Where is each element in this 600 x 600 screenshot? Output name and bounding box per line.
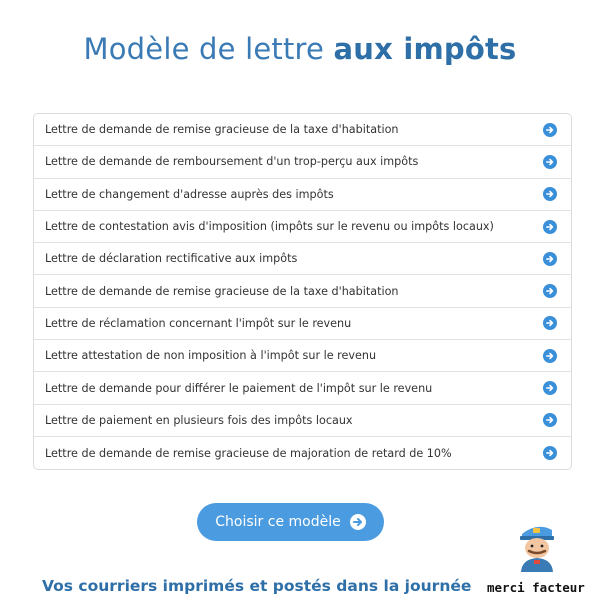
letter-item[interactable] (34, 340, 571, 372)
choose-template-button[interactable] (197, 503, 384, 541)
letter-item[interactable] (34, 437, 571, 469)
brand-logo-text: merci facteur (487, 580, 585, 595)
letter-item[interactable] (34, 179, 571, 211)
letter-item[interactable] (34, 243, 571, 275)
arrow-right-circle-icon[interactable] (543, 155, 557, 169)
letter-item-label: Lettre de changement d'adresse auprès des impôts (45, 187, 334, 201)
letter-item-label: Lettre de déclaration rectificative aux impôts (45, 252, 298, 266)
letter-item-label: Lettre de contestation avis d'imposition (impôts sur le revenu ou impôts locaux) (45, 220, 494, 234)
postman-mascot-icon (512, 520, 562, 572)
letter-item-label: Lettre attestation de non imposition à l'impôt sur le revenu (45, 349, 377, 363)
arrow-right-circle-icon[interactable] (543, 349, 557, 363)
letter-item[interactable] (34, 211, 571, 243)
letter-item-label: Lettre de demande de remboursement d'un trop-perçu aux impôts (45, 155, 419, 169)
footer-tagline: Vos courriers imprimés et postés dans la journée (42, 577, 472, 595)
letter-item[interactable] (34, 114, 571, 146)
letter-item-label: Lettre de demande pour différer le paiement de l'impôt sur le revenu (45, 381, 433, 395)
letter-item-label: Lettre de demande de remise gracieuse de la taxe d'habitation (45, 284, 399, 298)
arrow-right-circle-icon[interactable] (543, 252, 557, 266)
page-title (0, 32, 600, 66)
page-title-regular: Modèle de lettre (83, 32, 334, 66)
letter-item-label: Lettre de demande de remise gracieuse de majoration de retard de 10% (45, 446, 452, 460)
letter-item[interactable] (34, 146, 571, 178)
arrow-right-circle-icon[interactable] (543, 381, 557, 395)
letter-item[interactable] (34, 405, 571, 437)
arrow-right-circle-icon[interactable] (543, 413, 557, 427)
arrow-right-circle-icon[interactable] (543, 220, 557, 234)
page-title-bold: aux impôts (333, 32, 517, 66)
arrow-right-circle-icon[interactable] (543, 123, 557, 137)
letter-item-label: Lettre de demande de remise gracieuse de la taxe d'habitation (45, 123, 399, 137)
letter-list (33, 113, 572, 470)
letter-item[interactable] (34, 275, 571, 307)
arrow-right-circle-icon[interactable] (543, 316, 557, 330)
arrow-right-circle-icon[interactable] (543, 187, 557, 201)
letter-item[interactable] (34, 372, 571, 404)
arrow-right-circle-icon[interactable] (543, 446, 557, 460)
letter-item[interactable] (34, 308, 571, 340)
choose-template-label: Choisir ce modèle (215, 514, 341, 530)
arrow-right-circle-icon (350, 514, 366, 530)
arrow-right-circle-icon[interactable] (543, 284, 557, 298)
letter-item-label: Lettre de réclamation concernant l'impôt sur le revenu (45, 316, 352, 330)
letter-item-label: Lettre de paiement en plusieurs fois des impôts locaux (45, 413, 353, 427)
